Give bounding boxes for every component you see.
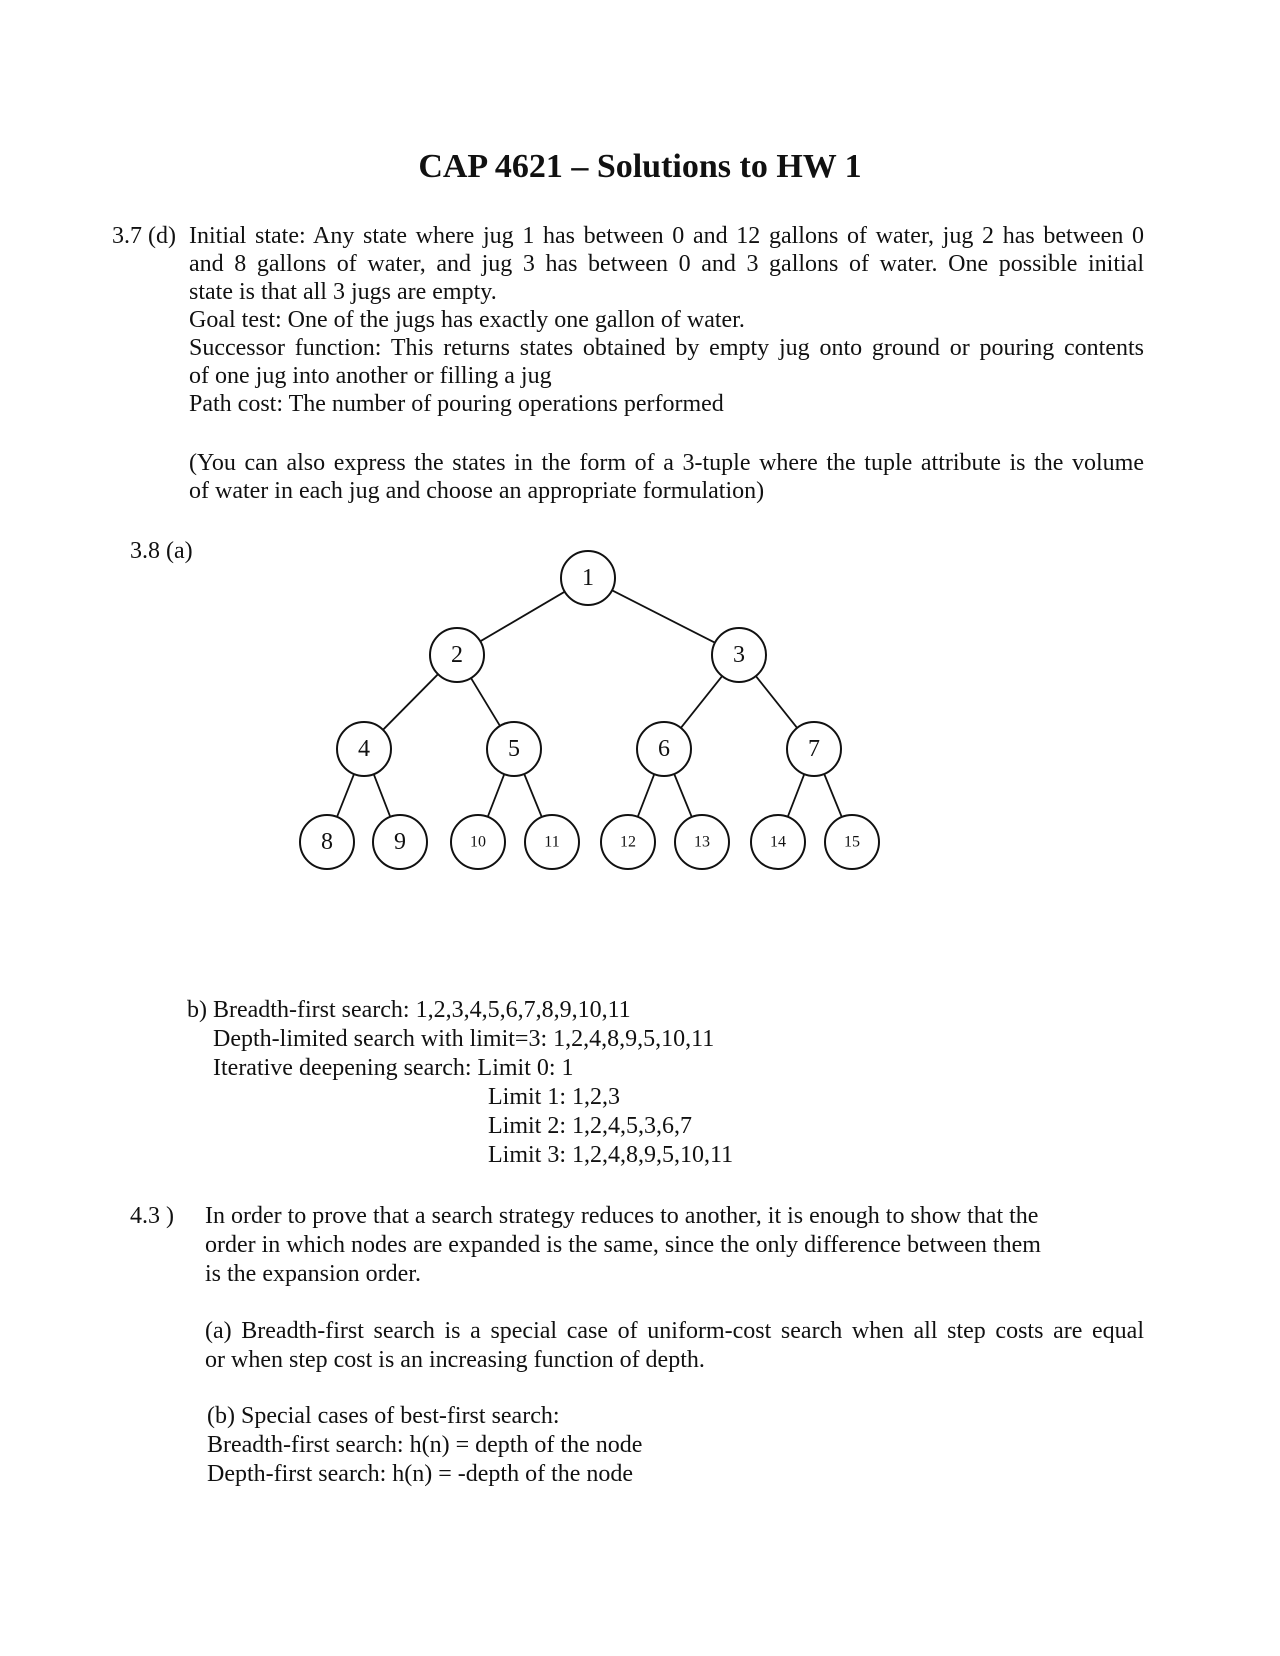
tree-node-11 bbox=[525, 815, 579, 869]
q43-intro-line: In order to prove that a search strategy reduces to another, it is enough to show that the bbox=[205, 1203, 1039, 1229]
q43a-line: or when step cost is an increasing function of depth. bbox=[205, 1347, 705, 1373]
q43-intro-line: order in which nodes are expanded is the same, since the only difference between them bbox=[205, 1232, 1041, 1258]
q37-line: state is that all 3 jugs are empty. bbox=[189, 279, 497, 305]
tree-node-label: 14 bbox=[770, 833, 786, 851]
tree-node-label: 2 bbox=[451, 642, 463, 668]
q37-line: Goal test: One of the jugs has exactly one gallon of water. bbox=[189, 307, 745, 333]
q38-label: 3.8 (a) bbox=[130, 538, 193, 564]
q38b-line: b) Breadth-first search: 1,2,3,4,5,6,7,8,9,10,11 bbox=[187, 997, 631, 1023]
tree-edge bbox=[524, 774, 542, 817]
q43b-line: (b) Special cases of best-first search: bbox=[207, 1403, 560, 1429]
tree-edge bbox=[638, 774, 655, 817]
tree-edge bbox=[488, 774, 505, 817]
q43b-line: Depth-first search: h(n) = -depth of the node bbox=[207, 1461, 634, 1487]
tree-edge bbox=[471, 678, 500, 726]
q37-label: 3.7 (d) bbox=[112, 223, 176, 249]
tree-node-label: 11 bbox=[544, 833, 560, 851]
page-title: CAP 4621 – Solutions to HW 1 bbox=[418, 148, 862, 185]
q37-line: and 8 gallons of water, and jug 3 has between 0 and 3 gallons of water. One possible initial bbox=[189, 251, 1144, 277]
tree-edge bbox=[480, 592, 564, 642]
tree-node-label: 10 bbox=[470, 833, 486, 851]
q43-intro-line: is the expansion order. bbox=[205, 1261, 421, 1287]
tree-edge bbox=[674, 774, 692, 817]
tree-edge bbox=[612, 590, 715, 642]
q37-note-line: of water in each jug and choose an appropriate formulation) bbox=[189, 478, 765, 504]
tree-node-label: 13 bbox=[694, 833, 710, 851]
q37-line: Path cost: The number of pouring operations performed bbox=[189, 391, 724, 417]
tree-node-label: 7 bbox=[808, 736, 820, 762]
q38b-line: Iterative deepening search: Limit 0: 1 bbox=[213, 1055, 574, 1081]
tree-node-label: 6 bbox=[658, 736, 670, 762]
tree-node-9 bbox=[373, 815, 427, 869]
tree-node-15 bbox=[825, 815, 879, 869]
tree-node-3 bbox=[712, 628, 766, 682]
q37-line: of one jug into another or filling a jug bbox=[189, 363, 552, 389]
q38b-line: Limit 2: 1,2,4,5,3,6,7 bbox=[488, 1113, 692, 1139]
q37-line: Successor function: This returns states obtained by empty jug onto ground or pouring contents bbox=[189, 335, 1144, 361]
tree-node-12 bbox=[601, 815, 655, 869]
q38b-line: Depth-limited search with limit=3: 1,2,4,8,9,5,10,11 bbox=[213, 1026, 715, 1052]
tree-edge bbox=[788, 774, 805, 817]
tree-node-10 bbox=[451, 815, 505, 869]
tree-node-1 bbox=[561, 551, 615, 605]
tree-node-label: 1 bbox=[582, 565, 594, 591]
q37-note-line: (You can also express the states in the form of a 3-tuple where the tuple attribute is the volume bbox=[189, 450, 1144, 476]
q38b-line: Limit 3: 1,2,4,8,9,5,10,11 bbox=[488, 1142, 734, 1168]
tree-node-5 bbox=[487, 722, 541, 776]
tree-edge bbox=[824, 774, 842, 817]
tree-node-label: 12 bbox=[620, 833, 636, 851]
tree-edge bbox=[756, 676, 797, 728]
tree-node-label: 8 bbox=[321, 829, 333, 855]
q43-label: 4.3 ) bbox=[130, 1203, 174, 1229]
tree-node-4 bbox=[337, 722, 391, 776]
tree-node-label: 9 bbox=[394, 829, 406, 855]
tree-node-label: 4 bbox=[358, 736, 370, 762]
tree-node-13 bbox=[675, 815, 729, 869]
tree-edge bbox=[337, 774, 354, 817]
q43a-line: (a) Breadth-first search is a special case of uniform-cost search when all step costs are equal bbox=[205, 1318, 1144, 1344]
tree-node-7 bbox=[787, 722, 841, 776]
tree-edge bbox=[383, 674, 438, 730]
tree-node-label: 15 bbox=[844, 833, 860, 851]
q37-line: Initial state: Any state where jug 1 has between 0 and 12 gallons of water, jug 2 has between 0 bbox=[189, 223, 1144, 249]
q38b-line: Limit 1: 1,2,3 bbox=[488, 1084, 620, 1110]
q43b-line: Breadth-first search: h(n) = depth of the node bbox=[207, 1432, 643, 1458]
tree-node-2 bbox=[430, 628, 484, 682]
tree-node-14 bbox=[751, 815, 805, 869]
tree-node-label: 3 bbox=[733, 642, 745, 668]
tree-node-6 bbox=[637, 722, 691, 776]
tree-node-8 bbox=[300, 815, 354, 869]
tree-edge bbox=[681, 676, 722, 728]
tree-node-label: 5 bbox=[508, 736, 520, 762]
tree-edge bbox=[374, 774, 391, 817]
